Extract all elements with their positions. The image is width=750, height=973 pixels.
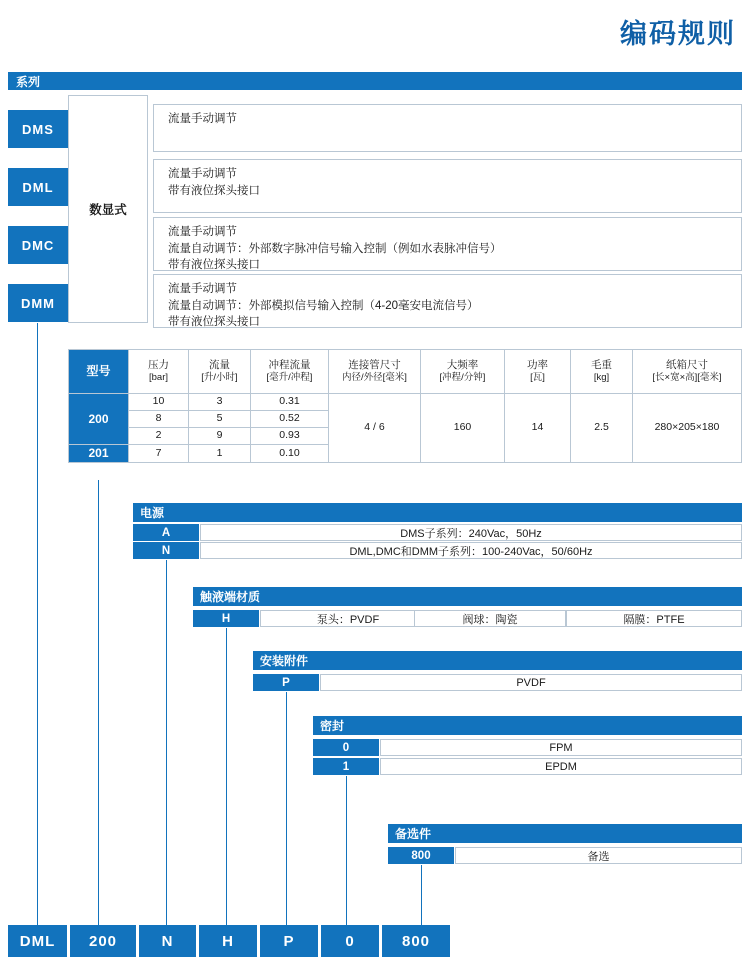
connector-line-model [98,480,99,925]
result-part-seal[interactable]: 0 [321,925,379,957]
series-desc-dmc-line-2: 流量自动调节：外部数字脉冲信号输入控制（例如水表脉冲信号） [168,242,502,255]
series-desc-dmc-line-3: 带有液位探头接口 [168,259,260,272]
result-part-model[interactable]: 200 [70,925,136,957]
spec-header-tube-line1: 连接管尺寸 [348,359,401,371]
wetted-value-pump-head: 泵头：PVDF [260,610,436,627]
series-code-dms[interactable]: DMS [8,110,68,148]
spec-freq-value: 160 [421,394,505,463]
spec-tube-value: 4 / 6 [329,394,421,463]
result-part-mounting[interactable]: P [260,925,318,957]
spec-header-weight [571,350,633,394]
spec-header-freq-line1: 大频率 [446,359,479,371]
series-desc-dml [153,159,742,213]
connector-line-option [421,865,422,925]
spec-header-pressure [129,350,189,394]
spec-power-value: 14 [505,394,571,463]
spec-header-stroke [251,350,329,394]
mounting-code-p[interactable]: P [253,674,319,691]
series-desc-dmc-line-1: 流量手动调节 [168,226,237,238]
seal-code-1[interactable]: 1 [313,758,379,775]
connector-line-power [166,560,167,925]
series-code-dmc[interactable]: DMC [8,226,68,264]
result-part-series[interactable]: DML [8,925,67,957]
spec-header-model: 型号 [69,350,129,394]
seal-section-header: 密封 [313,716,742,735]
spec-header-carton-line1: 纸箱尺寸 [666,359,708,371]
option-value: 备选 [455,847,742,864]
spec-header-power-line1: 功率 [527,359,548,371]
spec-header-tube-unit: 内径/外径[毫米] [342,372,407,384]
spec-header-weight-unit: [kg] [593,372,610,384]
spec-flow-r4: 1 [189,445,251,463]
series-desc-dml-line-2: 带有液位探头接口 [168,184,260,197]
wetted-code-h[interactable]: H [193,610,259,627]
spec-header-freq [421,350,505,394]
table-row [69,394,742,411]
wetted-section-header: 触液端材质 [193,587,742,606]
option-code-800[interactable]: 800 [388,847,454,864]
spec-table [68,349,742,463]
wetted-value-diaphragm: 隔膜：PTFE [566,610,742,627]
series-desc-dms-line-1: 流量手动调节 [168,113,237,125]
series-desc-dmm-line-1: 流量手动调节 [168,283,237,295]
spec-header-tube [329,350,421,394]
spec-stroke-r2: 0.52 [251,411,329,428]
power-code-n[interactable]: N [133,542,199,559]
spec-header-flow [189,350,251,394]
mounting-section-header: 安装附件 [253,651,742,670]
spec-flow-r2: 5 [189,411,251,428]
spec-carton-value: 280×205×180 [633,394,742,463]
spec-header-freq-unit: [冲程/分钟] [439,372,486,384]
series-desc-dml-line-1: 流量手动调节 [168,168,237,180]
series-code-dml[interactable]: DML [8,168,68,206]
series-desc-dmm-line-2: 流量自动调节：外部模拟信号输入控制（4-20毫安电流信号） [168,299,479,312]
spec-pressure-r2: 8 [129,411,189,428]
result-part-power[interactable]: N [139,925,196,957]
power-value-a: DMS子系列：240Vac，50Hz [200,524,742,541]
spec-header-pressure-line1: 压力 [148,359,169,371]
spec-stroke-r1: 0.31 [251,394,329,411]
spec-model-200: 200 [69,394,129,445]
connector-line-mounting [286,692,287,925]
spec-pressure-r3: 2 [129,428,189,445]
wetted-value-valve-ball: 阀球：陶瓷 [414,610,566,627]
series-desc-dms [153,104,742,152]
spec-model-201: 201 [69,445,129,463]
connector-line-seal [346,776,347,925]
connector-line-wetted [226,628,227,925]
connector-corner-series [37,323,38,324]
spec-header-flow-line1: 流量 [209,359,230,371]
spec-flow-r1: 3 [189,394,251,411]
spec-pressure-r1: 10 [129,394,189,411]
series-type-label: 数显式 [68,95,148,323]
series-desc-dmm [153,274,742,328]
seal-code-0[interactable]: 0 [313,739,379,756]
mounting-value: PVDF [320,674,742,691]
page-title: 编码规则 [620,19,736,49]
seal-value-epdm: EPDM [380,758,742,775]
spec-header-power [505,350,571,394]
spec-stroke-r4: 0.10 [251,445,329,463]
spec-header-power-unit: [瓦] [530,372,545,384]
power-value-n: DML,DMC和DMM子系列：100-240Vac，50/60Hz [200,542,742,559]
spec-weight-value: 2.5 [571,394,633,463]
spec-flow-r3: 9 [189,428,251,445]
spec-header-carton-unit: [长×宽×高][毫米] [652,372,722,384]
option-section-header: 备选件 [388,824,742,843]
series-code-dmm[interactable]: DMM [8,284,68,322]
power-code-a[interactable]: A [133,524,199,541]
spec-header-stroke-unit: [毫升/冲程] [266,372,313,384]
series-section-header: 系列 [8,72,742,90]
series-desc-dmm-line-3: 带有液位探头接口 [168,316,260,329]
spec-header-flow-unit: [升/小时] [201,372,238,384]
spec-header-weight-line1: 毛重 [591,359,612,371]
connector-line-series [37,323,38,925]
seal-value-fpm: FPM [380,739,742,756]
spec-header-carton [633,350,742,394]
spec-stroke-r3: 0.93 [251,428,329,445]
spec-header-pressure-unit: [bar] [148,372,168,384]
spec-pressure-r4: 7 [129,445,189,463]
spec-table-header-row [69,350,742,394]
result-part-wetted[interactable]: H [199,925,257,957]
spec-header-stroke-line1: 冲程流量 [268,359,311,371]
result-part-option[interactable]: 800 [382,925,450,957]
series-desc-dmc [153,217,742,271]
power-section-header: 电源 [133,503,742,522]
